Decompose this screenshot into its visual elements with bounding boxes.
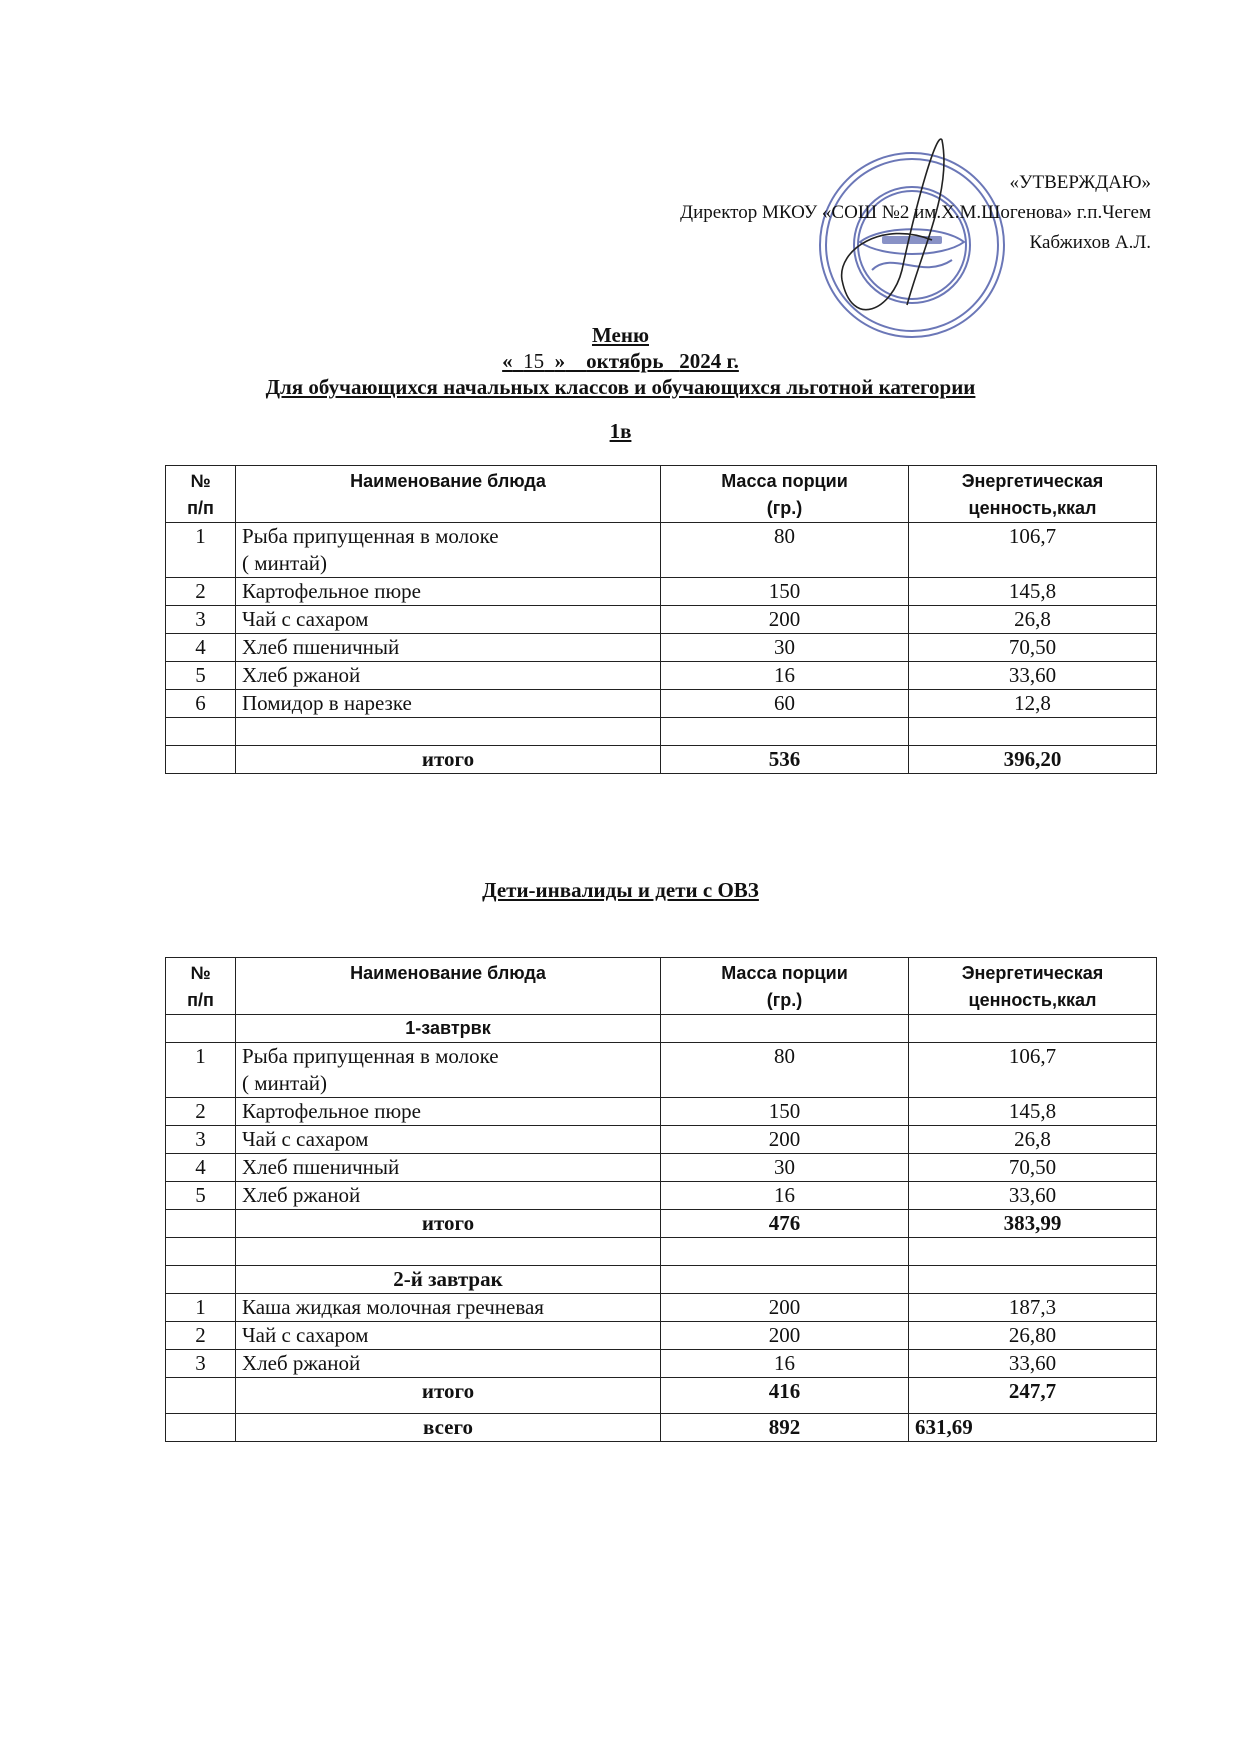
table-cell	[661, 1238, 909, 1266]
col-energy-header: Энергетическая ценность,ккал	[909, 466, 1157, 523]
table-cell: Хлеб ржаной	[236, 662, 661, 690]
table-cell: 187,3	[909, 1294, 1157, 1322]
table-cell: Хлеб пшеничный	[236, 1154, 661, 1182]
col-name-header: Наименование блюда	[236, 466, 661, 523]
table-row	[166, 1098, 1157, 1126]
table-cell: 476	[661, 1210, 909, 1238]
table-cell: 3	[166, 606, 236, 634]
table-cell: 33,60	[909, 1350, 1157, 1378]
table-cell: 200	[661, 1126, 909, 1154]
table-row	[166, 634, 1157, 662]
approval-title: «УТВЕРЖДАЮ»	[1009, 172, 1151, 193]
table-cell: 247,7	[909, 1378, 1157, 1414]
table-cell: 5	[166, 662, 236, 690]
table-cell: 2-й завтрак	[236, 1266, 661, 1294]
table-cell: Каша жидкая молочная гречневая	[236, 1294, 661, 1322]
table-cell: Помидор в нарезке	[236, 690, 661, 718]
table-cell: 16	[661, 1350, 909, 1378]
table-cell: 30	[661, 1154, 909, 1182]
table-cell: 1	[166, 1294, 236, 1322]
table-cell	[166, 746, 236, 774]
table-row	[166, 523, 1157, 578]
table-cell: 396,20	[909, 746, 1157, 774]
menu-table-2	[165, 957, 1157, 1442]
table-cell: 383,99	[909, 1210, 1157, 1238]
table-row	[166, 1043, 1157, 1098]
table-cell	[236, 1238, 661, 1266]
table-row	[166, 662, 1157, 690]
col-name-header: Наименование блюда	[236, 958, 661, 1015]
table-cell: Картофельное пюре	[236, 578, 661, 606]
breakfast-1-row	[166, 1015, 1157, 1043]
table-cell	[166, 1378, 236, 1414]
menu-header	[0, 322, 1241, 444]
total-row	[166, 1210, 1157, 1238]
col-energy-header: Энергетическая ценность,ккал	[909, 958, 1157, 1015]
total-row	[166, 746, 1157, 774]
approval-director: Директор МКОУ «СОШ №2 им.Х.М.Шогенова» г.п.Чегем	[680, 202, 1151, 223]
approval-block	[680, 168, 1151, 258]
table-cell: 416	[661, 1378, 909, 1414]
menu-date	[0, 348, 1241, 374]
table-cell: Картофельное пюре	[236, 1098, 661, 1126]
table-cell: 145,8	[909, 1098, 1157, 1126]
table-header-row	[166, 466, 1157, 523]
date-quote-open: «	[502, 349, 513, 373]
table-row	[166, 1126, 1157, 1154]
table-cell: 3	[166, 1126, 236, 1154]
table-cell: Хлеб пшеничный	[236, 634, 661, 662]
date-quote-close: »	[554, 349, 566, 373]
table-cell	[166, 1210, 236, 1238]
table-cell	[166, 1238, 236, 1266]
date-month: октябрь	[586, 349, 664, 373]
table-row	[166, 578, 1157, 606]
table-row	[166, 1350, 1157, 1378]
table-row	[166, 1154, 1157, 1182]
table-cell: 26,80	[909, 1322, 1157, 1350]
table-cell: 2	[166, 1322, 236, 1350]
table-cell: 80	[661, 523, 909, 578]
table-cell	[909, 1266, 1157, 1294]
table-cell: 6	[166, 690, 236, 718]
table-cell: Хлеб ржаной	[236, 1182, 661, 1210]
class-label: 1в	[609, 419, 632, 443]
approval-signer: Кабжихов А.Л.	[1029, 232, 1151, 253]
table-cell: Чай с сахаром	[236, 1322, 661, 1350]
table-cell: 33,60	[909, 662, 1157, 690]
table-cell: 200	[661, 1294, 909, 1322]
menu-subtitle: Для обучающихся начальных классов и обучающихся льготной категории	[265, 375, 976, 399]
menu-table-1	[165, 465, 1157, 774]
table-cell: 4	[166, 634, 236, 662]
empty-row	[166, 1238, 1157, 1266]
table-cell: всего	[236, 1414, 661, 1442]
empty-row	[166, 718, 1157, 746]
table-cell: Рыба припущенная в молоке ( минтай)	[236, 523, 661, 578]
table-cell: 145,8	[909, 578, 1157, 606]
table-cell: 80	[661, 1043, 909, 1098]
table-cell: 631,69	[909, 1414, 1157, 1442]
table-cell: 3	[166, 1350, 236, 1378]
table-cell: 16	[661, 662, 909, 690]
col-mass-header: Масса порции (гр.)	[661, 958, 909, 1015]
table-header-row	[166, 958, 1157, 1015]
table-cell	[166, 1266, 236, 1294]
table-cell	[909, 1015, 1157, 1043]
section-2-title: Дети-инвалиды и дети с ОВЗ	[482, 878, 759, 902]
table-cell: итого	[236, 1210, 661, 1238]
table-cell: 70,50	[909, 1154, 1157, 1182]
table-cell: 1	[166, 1043, 236, 1098]
table-cell: 536	[661, 746, 909, 774]
total-row	[166, 1378, 1157, 1414]
table-cell: 26,8	[909, 1126, 1157, 1154]
col-num-header: № п/п	[166, 466, 236, 523]
table-cell: 60	[661, 690, 909, 718]
table-cell: 150	[661, 1098, 909, 1126]
table-cell	[661, 718, 909, 746]
table-row	[166, 1182, 1157, 1210]
table-row	[166, 1294, 1157, 1322]
table-cell: 106,7	[909, 1043, 1157, 1098]
date-year: 2024 г.	[679, 349, 739, 373]
table-cell: 1-завтрвк	[236, 1015, 661, 1043]
table-cell	[166, 718, 236, 746]
table-cell: 892	[661, 1414, 909, 1442]
table-cell: Хлеб ржаной	[236, 1350, 661, 1378]
table-row	[166, 606, 1157, 634]
table-cell: 200	[661, 606, 909, 634]
table-cell: 12,8	[909, 690, 1157, 718]
table-cell: 26,8	[909, 606, 1157, 634]
table-cell: 150	[661, 578, 909, 606]
table-cell	[661, 1266, 909, 1294]
grand-total-row	[166, 1414, 1157, 1442]
menu-title: Меню	[591, 323, 649, 347]
table-cell: 70,50	[909, 634, 1157, 662]
table-cell: 16	[661, 1182, 909, 1210]
breakfast-2-row	[166, 1266, 1157, 1294]
table-cell: 4	[166, 1154, 236, 1182]
table-cell: 2	[166, 1098, 236, 1126]
table-row	[166, 1322, 1157, 1350]
table-cell	[909, 718, 1157, 746]
table-cell: 106,7	[909, 523, 1157, 578]
table-cell: 5	[166, 1182, 236, 1210]
table-cell	[166, 1015, 236, 1043]
table-cell: 1	[166, 523, 236, 578]
table-cell: 33,60	[909, 1182, 1157, 1210]
table-cell: итого	[236, 1378, 661, 1414]
col-num-header: № п/п	[166, 958, 236, 1015]
table-cell	[661, 1015, 909, 1043]
table-cell: Чай с сахаром	[236, 606, 661, 634]
col-mass-header: Масса порции (гр.)	[661, 466, 909, 523]
table-cell: Чай с сахаром	[236, 1126, 661, 1154]
table-cell: итого	[236, 746, 661, 774]
table-cell	[236, 718, 661, 746]
table-cell: 2	[166, 578, 236, 606]
table-cell	[909, 1238, 1157, 1266]
table-cell: 200	[661, 1322, 909, 1350]
date-day: 15	[523, 349, 545, 373]
table-cell: 30	[661, 634, 909, 662]
table-row	[166, 690, 1157, 718]
table-cell	[166, 1414, 236, 1442]
table-cell: Рыба припущенная в молоке ( минтай)	[236, 1043, 661, 1098]
